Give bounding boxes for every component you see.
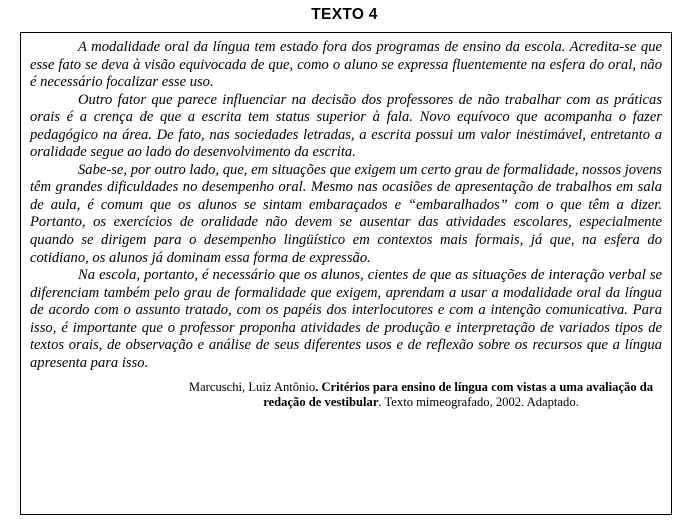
- passage-paragraph-1: A modalidade oral da língua tem estado fora dos programas de ensino da escola. Acredita-se que esse fato se deva à visão equivocada de que, como o aluno se expressa fluentemente na esfera do oral, não é necessário focalizar esse uso.: [30, 39, 662, 91]
- passage-paragraph-4: Na escola, portanto, é necessário que os alunos, cientes de que as situações de interação verbal se diferenciam também pelo grau de formalidade que exigem, aprendam a usar a modalidade oral da língua de acordo com o assunto tratado, com os papéis dos interlocutores e com a intenção comunicativa. Para isso, é importante que o professor proponha atividades de produção e interpretação de variados tipos de textos orais, de observação e análise de seus diferentes usos e de reflexão sobre os recursos que a língua apresenta para isso.: [30, 267, 662, 371]
- passage-paragraph-3: Sabe-se, por outro lado, que, em situações que exigem um certo grau de formalidade, nossos jovens têm grandes dificuldades no desempenho oral. Mesmo nas ocasiões de apresentação de trabalhos em sala de aula, é comum que os alunos se sintam embaraçados e “embaralhados” com o que têm a dizer. Portanto, os exercícios de oralidade não devem se ausentar das atividades escolares, especialmente quando se dirigem para o desempenho lingüístico em contextos mais formais, já que, na esfera do cotidiano, os alunos já dominam essa forma de expressão.: [30, 161, 662, 266]
- source-author: Marcuschi, Luiz Antônio: [188, 380, 316, 395]
- text-passage-box: [20, 32, 672, 515]
- source-work-title: . Critérios para ensino de língua com vistas a uma avaliação da redação de vestibular: [263, 380, 654, 410]
- passage-body: [30, 39, 662, 372]
- passage-paragraph-2: Outro fator que parece influenciar na decisão dos professores de não trabalhar com as práticas orais é a crença de que a escrita tem status superior à fala. Novo equívoco que acompanha o fazer pedagógico na área. De fato, nas sociedades letradas, a escrita possui um valor inestimável, entretanto a oralidade segue ao lado do desenvolvimento da escrita.: [30, 91, 662, 161]
- source-publication: . Texto mimeografado, 2002. Adaptado.: [378, 395, 579, 410]
- page-title: TEXTO 4: [311, 6, 378, 23]
- source-attribution: [30, 380, 662, 410]
